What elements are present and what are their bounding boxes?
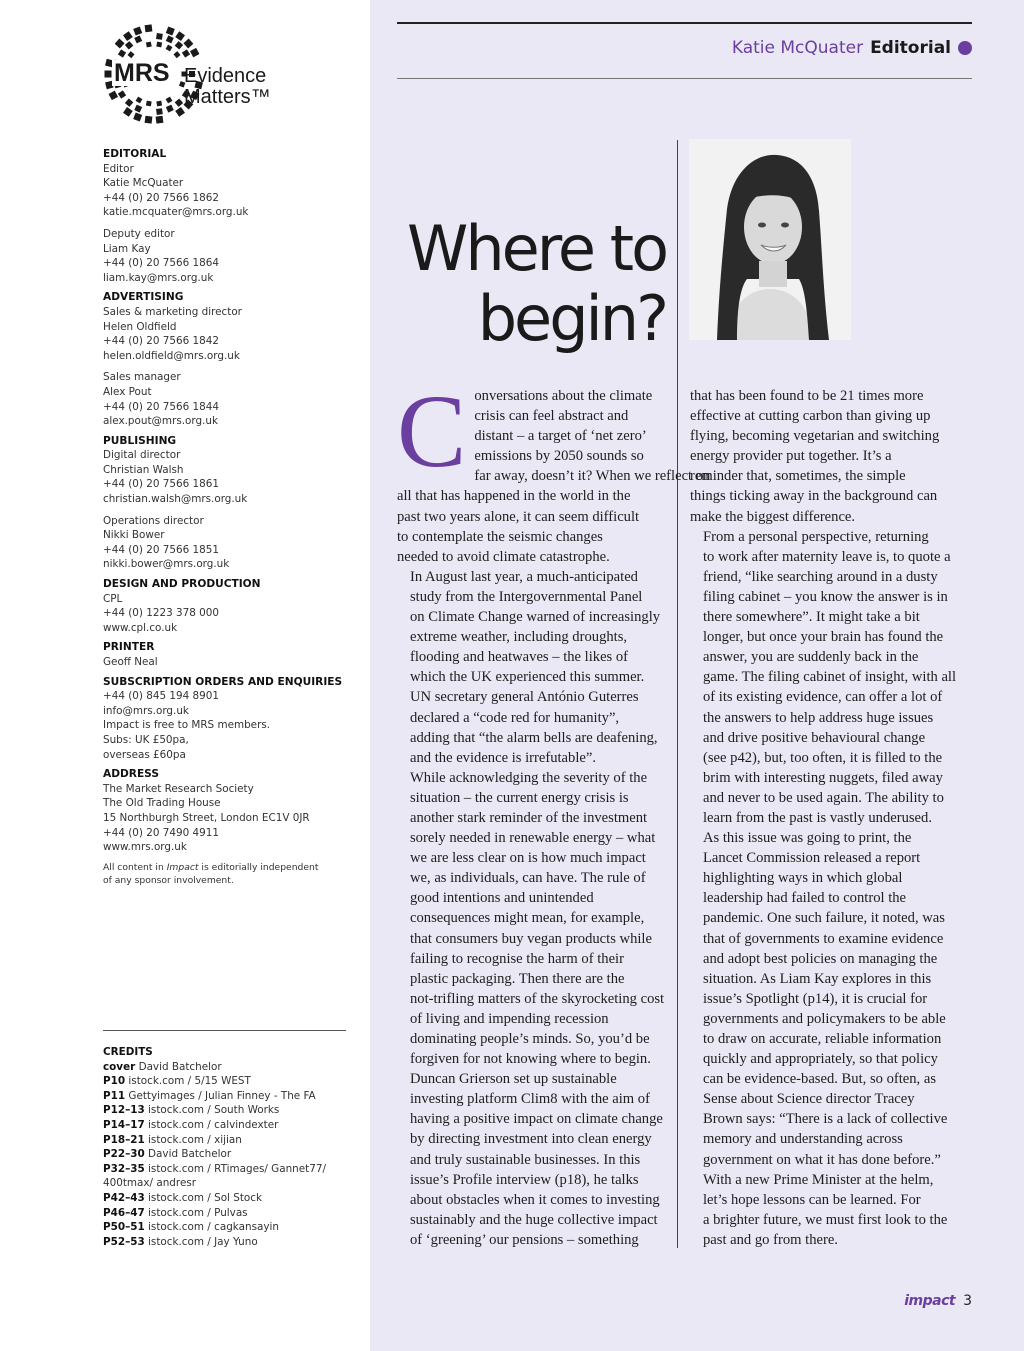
author-portrait	[689, 139, 851, 340]
credit-source: istock.com / RTimages/ Gannet77/	[148, 1162, 326, 1175]
article-line: (see p42), but, too often, it is filled to the	[703, 749, 943, 766]
credit-source: istock.com / 5/15 WEST	[128, 1075, 251, 1088]
article-line: crisis can feel abstract and	[474, 408, 629, 425]
masthead-line: +44 (0) 20 7566 1862	[103, 191, 219, 204]
article-line: quickly and appropriately, so that policy	[703, 1051, 938, 1068]
headline-line-1: Where to	[407, 212, 666, 285]
masthead-line: nikki.bower@mrs.org.uk	[103, 558, 230, 571]
credit-item	[103, 1220, 363, 1235]
note-text: is editorially independent	[198, 861, 319, 873]
masthead-line: katie.mcquater@mrs.org.uk	[103, 206, 249, 219]
masthead-heading: EDITORIAL	[103, 148, 167, 160]
article-line: sustainably and the huge collective impact	[410, 1211, 658, 1228]
masthead-heading: PRINTER	[103, 641, 155, 654]
masthead-line: overseas £60pa	[103, 748, 186, 761]
credit-item	[103, 1133, 363, 1148]
article-line: flooding and heatwaves – the likes of	[410, 649, 629, 666]
credit-pages: P18–21	[103, 1133, 145, 1146]
article-line: flying, becoming vegetarian and switching	[690, 428, 940, 445]
article-line: filing cabinet – you know the answer is in	[703, 588, 948, 605]
article-line: situation – the current energy crisis is	[410, 789, 629, 806]
masthead-line: 15 Northburgh Street, London EC1V 0JR	[103, 811, 310, 824]
article-line: As this issue was going to print, the	[703, 830, 912, 847]
masthead-line: Digital director	[103, 449, 181, 462]
credits-heading: CREDITS	[103, 1046, 153, 1058]
article-line: forgiven for not knowing where to begin.	[410, 1051, 651, 1068]
article-line: Lancet Commission released a report	[703, 850, 921, 867]
article-line: government on what it has done before.”	[703, 1151, 941, 1168]
page-number: 3	[963, 1293, 972, 1309]
masthead-heading: PUBLISHING	[103, 434, 177, 447]
masthead-gap	[103, 507, 363, 514]
article-line: let’s hope lessons can be learned. For	[703, 1191, 921, 1208]
article-line: that of governments to examine evidence	[703, 930, 944, 947]
credit-source: istock.com / South Works	[148, 1104, 280, 1117]
masthead-line: www.mrs.org.uk	[103, 841, 187, 854]
credit-pages: P22–30	[103, 1148, 145, 1161]
article-line: dominating people’s minds. So, you’d be	[410, 1031, 650, 1047]
logo-mrs-text: MRS	[114, 59, 170, 87]
article-line: to draw on accurate, reliable information	[703, 1031, 942, 1047]
article-line: While acknowledging the severity of the	[410, 769, 648, 786]
article-line: which the UK experienced this summer.	[410, 669, 645, 686]
article-line: that has been found to be 21 times more	[690, 388, 924, 404]
masthead-line: CPL	[103, 592, 123, 605]
credit-pages: cover	[103, 1060, 136, 1073]
article-line: friend, “like searching around in a dusty	[703, 568, 938, 585]
masthead-gap	[103, 220, 363, 227]
article-line: answer, you are suddenly back in the	[703, 649, 919, 666]
credit-source: Gettyimages / Julian Finney - The FA	[128, 1089, 316, 1102]
masthead-line: Geoff Neal	[103, 656, 158, 668]
masthead-line: christian.walsh@mrs.org.uk	[103, 493, 248, 506]
article-line: sorely needed in renewable energy – what	[410, 830, 656, 847]
credits	[103, 1045, 363, 1249]
header-rule	[397, 78, 972, 79]
article-line: highlighting ways in which global	[703, 870, 903, 887]
credit-pages: P42–43	[103, 1191, 145, 1204]
article-line: plastic packaging. Then there are the	[410, 970, 625, 987]
note-emphasis: Impact	[166, 861, 199, 873]
article-line: another stark reminder of the investment	[410, 809, 648, 826]
article-line: UN secretary general António Guterres	[410, 689, 639, 706]
article-line: we are less clear on is how much impact	[410, 850, 646, 867]
article-line: not-trifling matters of the skyrocketing cost	[410, 990, 665, 1007]
credit-item	[103, 1103, 363, 1118]
article-line: having a positive impact on climate change	[410, 1111, 663, 1128]
credit-pages: P52–53	[103, 1235, 145, 1248]
article-line: onversations about the climate	[474, 388, 653, 404]
article-line: effective at cutting carbon than giving up	[690, 408, 931, 425]
logo-line-2: Matters™	[184, 86, 271, 108]
article-paragraph	[397, 768, 665, 1069]
top-rule	[397, 22, 972, 24]
masthead-line: Subs: UK £50pa,	[103, 733, 189, 746]
header-section: Editorial	[870, 38, 951, 58]
article-line: of its existing evidence, can offer a lot of	[703, 689, 943, 706]
logo-tagline	[184, 66, 271, 108]
article-line: on Climate Change warned of increasingly	[410, 609, 661, 626]
masthead-line: Liam Kay	[103, 242, 151, 255]
masthead-line: The Market Research Society	[103, 782, 254, 795]
masthead-line: Nikki Bower	[103, 529, 165, 542]
article-column-1	[397, 374, 711, 1250]
article-line: and truly sustainable businesses. In this	[410, 1151, 641, 1168]
masthead-line: helen.oldfield@mrs.org.uk	[103, 349, 240, 362]
article-line: adding that “the alarm bells are deafening,	[410, 729, 658, 746]
article-paragraph	[690, 828, 956, 1170]
masthead-line: Sales manager	[103, 371, 181, 384]
masthead-line: Editor	[103, 162, 134, 175]
article-line: can be evidence-based. But, so often, as	[703, 1071, 937, 1088]
credit-item	[103, 1235, 363, 1250]
masthead-line: Impact is free to MRS members.	[103, 719, 271, 732]
masthead-line: +44 (0) 845 194 8901	[103, 690, 219, 703]
credit-source: istock.com / Jay Yuno	[148, 1235, 258, 1248]
masthead-line: Deputy editor	[103, 227, 175, 240]
masthead-line: alex.pout@mrs.org.uk	[103, 415, 218, 428]
article-paragraph	[397, 374, 711, 567]
credit-source: istock.com / Sol Stock	[148, 1191, 263, 1204]
masthead-line: +44 (0) 20 7566 1842	[103, 335, 219, 348]
article-line: make the biggest difference.	[690, 508, 856, 525]
article-line: governments and policymakers to be able	[703, 1010, 946, 1027]
masthead-line: +44 (0) 20 7490 4911	[103, 826, 219, 839]
article-paragraph	[397, 567, 662, 768]
article-line: In August last year, a much-anticipated	[410, 568, 638, 585]
masthead-line: +44 (0) 20 7566 1864	[103, 257, 219, 270]
portrait-icon	[689, 139, 851, 340]
article-line: declared a “code red for humanity”,	[410, 709, 620, 726]
article-line: investing platform Clim8 with the aim of	[410, 1091, 650, 1108]
masthead-panel	[0, 0, 370, 1351]
bullet-dot-icon	[958, 41, 972, 55]
article-line: and adopt best policies on managing the	[703, 950, 938, 967]
credit-pages: P12–13	[103, 1104, 145, 1117]
credit-item	[103, 1191, 363, 1206]
article-line: emissions by 2050 sounds so	[474, 448, 644, 465]
article-line: extreme weather, including droughts,	[410, 629, 628, 646]
mrs-logo	[102, 22, 292, 126]
note-text: of any sponsor involvement.	[103, 874, 234, 886]
drop-cap: C	[397, 374, 467, 489]
impact-brand: impact	[904, 1293, 956, 1309]
article-line: by directing investment into clean energy	[410, 1131, 652, 1148]
section-header	[732, 38, 972, 58]
masthead-line: liam.kay@mrs.org.uk	[103, 271, 214, 284]
credit-source: David Batchelor	[138, 1060, 222, 1073]
credit-source: istock.com / cagkansayin	[148, 1221, 279, 1234]
article-line: study from the Intergovernmental Panel	[410, 588, 643, 605]
logo-line-1: Evidence	[184, 65, 267, 87]
masthead-line: Helen Oldfield	[103, 320, 177, 333]
article-line: things ticking away in the background can	[690, 488, 938, 505]
masthead-heading: SUBSCRIPTION ORDERS AND ENQUIRIES	[103, 675, 343, 688]
article-paragraph	[690, 386, 956, 527]
article-line: all that has happened in the world in the	[397, 488, 631, 505]
article-line: past two years alone, it can seem difficult	[397, 508, 640, 525]
masthead-line: Sales & marketing director	[103, 305, 242, 318]
article-line: of living and impending recession	[410, 1010, 609, 1027]
masthead-line: +44 (0) 20 7566 1851	[103, 543, 219, 556]
masthead	[103, 147, 363, 887]
masthead-line: The Old Trading House	[103, 797, 221, 810]
credit-item	[103, 1074, 363, 1089]
masthead-heading: DESIGN AND PRODUCTION	[103, 578, 261, 591]
article-line: needed to avoid climate catastrophe.	[397, 548, 610, 565]
article-line: we, as individuals, can have. The rule of	[410, 870, 646, 887]
credit-item	[103, 1162, 363, 1177]
article-paragraph	[690, 527, 956, 828]
credit-pages: P46–47	[103, 1206, 145, 1219]
article-line: consequences might mean, for example,	[410, 910, 645, 927]
article-line: and drive positive behavioural change	[703, 729, 926, 746]
article-line: With a new Prime Minister at the helm,	[703, 1171, 934, 1188]
article-line: brim with interesting nuggets, filed away	[703, 769, 943, 786]
masthead-line: www.cpl.co.uk	[103, 621, 178, 634]
credit-source: istock.com / xijian	[148, 1133, 242, 1146]
article-line: Duncan Grierson set up sustainable	[410, 1071, 617, 1088]
article-line: game. The filing cabinet of insight, with all	[703, 669, 957, 686]
article-line: and the evidence is irrefutable”.	[410, 749, 596, 766]
credit-pages: P50–51	[103, 1221, 145, 1234]
article-line: energy provider put together. It’s a	[690, 448, 892, 465]
article-line: to work after maternity leave is, to quote a	[703, 548, 951, 565]
article-line: of ‘greening’ our pensions – something	[410, 1231, 639, 1248]
masthead-line: Operations director	[103, 514, 204, 527]
article-line: good intentions and unintended	[410, 890, 594, 907]
article-line: past and go from there.	[703, 1231, 838, 1248]
masthead-heading: ADVERTISING	[103, 291, 184, 304]
column-divider	[677, 140, 678, 1248]
article-line: to contemplate the seismic changes	[397, 528, 603, 545]
article-line: failing to recognise the harm of their	[410, 950, 624, 967]
article-line: learn from the past is vastly underused.	[703, 809, 932, 826]
credit-pages: P32–35	[103, 1162, 145, 1175]
article-line: there somewhere”. It might take a bit	[703, 609, 920, 626]
credit-pages: P11	[103, 1089, 126, 1102]
credit-item	[103, 1089, 363, 1104]
masthead-line: Christian Walsh	[103, 463, 184, 476]
page-footer	[904, 1293, 972, 1309]
credit-item	[103, 1176, 363, 1191]
article-line: Brown says: “There is a lack of collective	[703, 1111, 948, 1128]
article-line: the answers to help address huge issues	[703, 709, 934, 726]
masthead-line: Katie McQuater	[103, 177, 184, 190]
article-line: longer, but once your brain has found the	[703, 629, 944, 646]
article-line: From a personal perspective, returning	[703, 528, 929, 545]
credit-pages: P14–17	[103, 1118, 145, 1131]
article-paragraph	[690, 1170, 956, 1250]
article-line: memory and understanding across	[703, 1131, 903, 1148]
article-line: Sense about Science director Tracey	[703, 1091, 915, 1108]
masthead-line: +44 (0) 1223 378 000	[103, 607, 219, 620]
credits-divider	[103, 1030, 346, 1031]
credit-source: istock.com / Pulvas	[148, 1206, 248, 1219]
article-line: and never to be used again. The ability to	[703, 789, 944, 806]
credit-item	[103, 1147, 363, 1162]
article-line: about obstacles when it comes to investing	[410, 1191, 660, 1208]
article-line: far away, doesn’t it? When we reflect on	[474, 468, 711, 485]
masthead-line: +44 (0) 20 7566 1844	[103, 400, 219, 413]
article-column-2	[690, 386, 956, 1250]
masthead-gap	[103, 363, 363, 370]
masthead-line: +44 (0) 20 7566 1861	[103, 478, 219, 491]
credit-item	[103, 1118, 363, 1133]
credit-source: David Batchelor	[148, 1148, 232, 1161]
article-line: a brighter future, we must first look to the	[703, 1211, 948, 1228]
masthead-heading: ADDRESS	[103, 768, 159, 781]
note-text: All content in	[103, 861, 167, 873]
credit-item	[103, 1206, 363, 1221]
article-line: issue’s Spotlight (p14), it is crucial for	[703, 990, 928, 1007]
credit-source: istock.com / calvindexter	[148, 1118, 279, 1131]
article-line: pandemic. One such failure, it noted, was	[703, 910, 945, 927]
article-line: distant – a target of ‘net zero’	[474, 428, 647, 445]
headline-line-2: begin?	[477, 282, 666, 355]
article-line: situation. As Liam Kay explores in this	[703, 970, 932, 987]
masthead-note	[103, 861, 363, 887]
masthead-line: info@mrs.org.uk	[103, 704, 189, 717]
article-line: reminder that, sometimes, the simple	[690, 468, 906, 485]
credit-item	[103, 1060, 363, 1075]
credit-pages: P10	[103, 1075, 126, 1088]
masthead-line: Alex Pout	[103, 385, 152, 398]
headline	[390, 214, 666, 354]
article-line: leadership had failed to control the	[703, 890, 907, 907]
credit-source: 400tmax/ andresr	[103, 1177, 197, 1190]
article-line: that consumers buy vegan products while	[410, 930, 652, 947]
article-paragraph	[397, 1069, 662, 1250]
header-author: Katie McQuater	[731, 38, 864, 58]
article-line: issue’s Profile interview (p18), he talks	[410, 1171, 639, 1188]
